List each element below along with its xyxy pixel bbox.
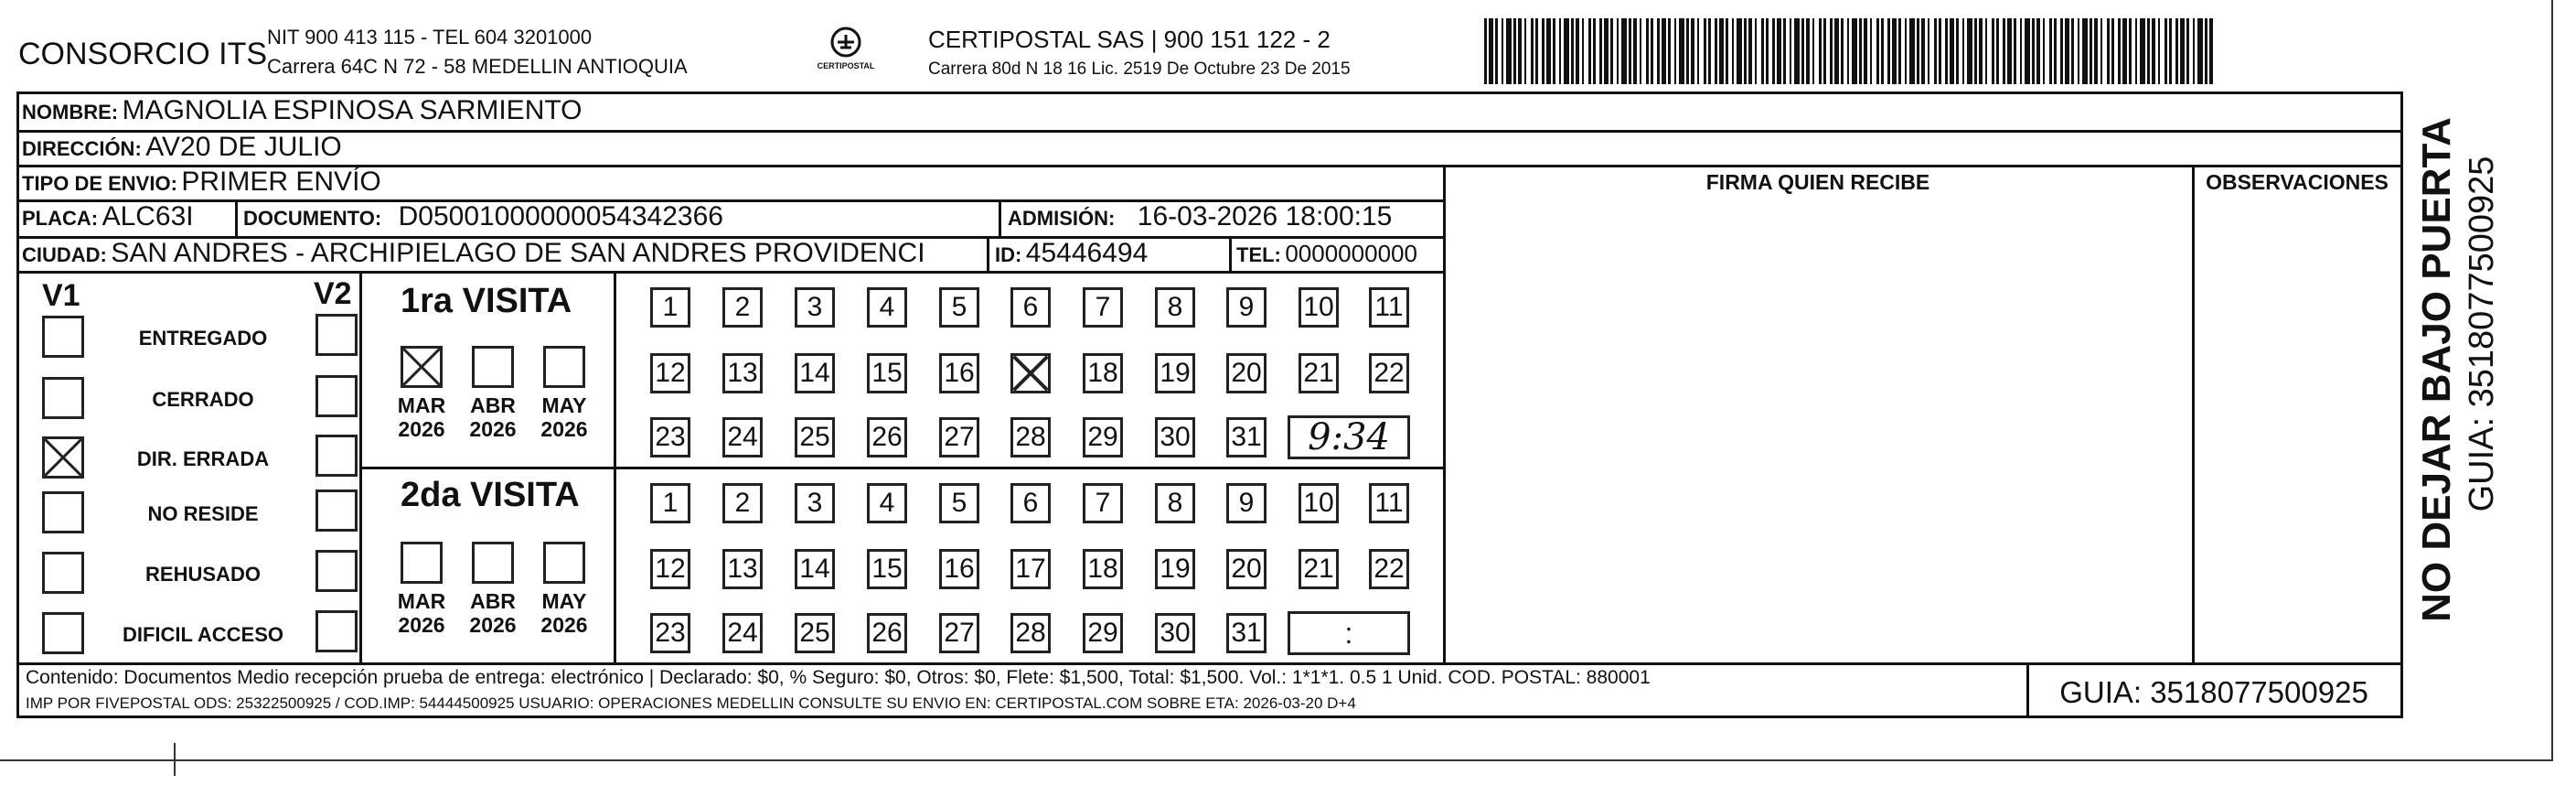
- visit1-month-checkbox-abr[interactable]: [472, 346, 514, 388]
- visit1-title: 1ra VISITA: [401, 282, 572, 320]
- visit1-day-12[interactable]: 12: [650, 353, 690, 393]
- visit1-month-label-abr: ABR 2026: [469, 393, 517, 442]
- status-label-5: REHUSADO: [145, 563, 261, 586]
- visit2-day-28[interactable]: 28: [1010, 613, 1051, 653]
- visit2-day-23[interactable]: 23: [650, 613, 690, 653]
- visit1-month-checkbox-mar[interactable]: [401, 346, 443, 388]
- visit2-month-checkbox-may[interactable]: [543, 542, 585, 584]
- v2-checkbox-5[interactable]: [315, 550, 358, 592]
- visit2-month-label-abr: ABR 2026: [469, 589, 517, 638]
- side-guide-container: [2462, 119, 2502, 549]
- visit2-day-15[interactable]: 15: [867, 549, 907, 589]
- ship-type-row: [22, 168, 381, 196]
- company-address: Carrera 64C N 72 - 58 MEDELLIN ANTIOQUIA: [267, 55, 688, 78]
- v2-checkbox-2[interactable]: [315, 375, 358, 417]
- visit1-month-label-mar: MAR 2026: [397, 393, 446, 442]
- visit2-day-19[interactable]: 19: [1155, 549, 1195, 589]
- tel-row: [1236, 242, 1417, 265]
- city: SAN ANDRES - ARCHIPIELAGO DE SAN ANDRES PROVIDENCI: [111, 238, 925, 268]
- visit1-day-13[interactable]: 13: [722, 353, 763, 393]
- recipient-address: AV20 DE JULIO: [145, 132, 342, 162]
- v2-checkbox-3[interactable]: [315, 435, 358, 477]
- visit2-day-20[interactable]: 20: [1226, 549, 1267, 589]
- nit-line: NIT 900 413 115 - TEL 604 3201000: [267, 26, 593, 48]
- visit1-day-5[interactable]: 5: [939, 287, 979, 328]
- visit1-day-9[interactable]: 9: [1226, 287, 1267, 328]
- visit1-day-4[interactable]: 4: [867, 287, 907, 328]
- v1-label: V1: [42, 278, 80, 313]
- scan-edge-right: [2551, 0, 2553, 761]
- visit1-day-1[interactable]: 1: [650, 287, 690, 328]
- visit1-day-20[interactable]: 20: [1226, 353, 1267, 393]
- v1-checkbox-4[interactable]: [42, 491, 84, 533]
- admission-date: 16-03-2026 18:00:15: [1137, 201, 1393, 231]
- company-name: CONSORCIO ITS: [18, 37, 268, 71]
- status-label-4: NO RESIDE: [147, 502, 259, 525]
- v2-label: V2: [314, 276, 352, 311]
- visit2-day-26[interactable]: 26: [867, 613, 907, 653]
- status-label-3: DIR. ERRADA: [136, 447, 270, 470]
- v1-checkbox-3[interactable]: [42, 436, 84, 479]
- visit1-day-27[interactable]: 27: [939, 417, 979, 457]
- name-row: [22, 97, 582, 124]
- tel-number: 0000000000: [1285, 240, 1417, 267]
- visit2-day-4[interactable]: 4: [867, 483, 907, 523]
- visit2-day-9[interactable]: 9: [1226, 483, 1267, 523]
- v1-checkbox-6[interactable]: [42, 612, 84, 654]
- visit1-day-11[interactable]: 11: [1369, 287, 1409, 328]
- plate: ALC63I: [102, 201, 194, 231]
- visit2-day-18[interactable]: 18: [1083, 549, 1123, 589]
- visit1-day-18[interactable]: 18: [1083, 353, 1123, 393]
- side-warning: NO DEJAR BAJO PUERTA: [2414, 117, 2459, 622]
- visit2-title: 2da VISITA: [401, 476, 580, 514]
- guide-box: GUIA: 3518077500925: [2059, 675, 2368, 709]
- content-line: Contenido: Documentos Medio recepción prueba de entrega: electrónico | Declarado: $0, % Seguro: $0, Otros: $0, Flete: $1,500, Total: $1,500. Vol.: 1*1*1. 0.5 1 Unid. COD. POSTAL: 880001: [26, 667, 1651, 688]
- status-label-2: CERRADO: [152, 388, 254, 411]
- carrier-logo: [809, 24, 882, 75]
- visit2-day-14[interactable]: 14: [795, 549, 835, 589]
- visit1-day-23[interactable]: 23: [650, 417, 690, 457]
- city-label: CIUDAD:: [22, 243, 107, 266]
- plate-label: PLACA:: [22, 207, 99, 230]
- visit2-day-25[interactable]: 25: [795, 613, 835, 653]
- visit1-day-15[interactable]: 15: [867, 353, 907, 393]
- visit2-day-24[interactable]: 24: [722, 613, 763, 653]
- visit1-day-2[interactable]: 2: [722, 287, 763, 328]
- visit2-day-16[interactable]: 16: [939, 549, 979, 589]
- id-number: 45446494: [1025, 238, 1149, 268]
- visit2-day-10[interactable]: 10: [1299, 483, 1339, 523]
- imp-line: IMP POR FIVEPOSTAL ODS: 25322500925 / COD.IMP: 54444500925 USUARIO: OPERACIONES MEDELLIN CONSULTE SU ENVIO EN: CERTIPOSTAL.COM SOBRE ETA: 2026-03-20 D+4: [26, 694, 1356, 712]
- visit2-month-checkbox-abr[interactable]: [472, 542, 514, 584]
- visit1-day-17[interactable]: [1010, 353, 1051, 393]
- visit1-day-3[interactable]: 3: [795, 287, 835, 328]
- visit1-day-14[interactable]: 14: [795, 353, 835, 393]
- visit2-month-label-mar: MAR 2026: [397, 589, 446, 638]
- visit1-day-25[interactable]: 25: [795, 417, 835, 457]
- visit2-day-22[interactable]: 22: [1369, 549, 1409, 589]
- visit2-day-3[interactable]: 3: [795, 483, 835, 523]
- scan-mark: [174, 743, 176, 776]
- side-warning-container: [2414, 108, 2460, 631]
- visit2-day-31[interactable]: 31: [1226, 613, 1267, 653]
- observations-header: OBSERVACIONES: [2206, 170, 2389, 194]
- visit1-day-22[interactable]: 22: [1369, 353, 1409, 393]
- signature-area[interactable]: [1446, 201, 2190, 661]
- v2-checkbox-1[interactable]: [315, 314, 358, 356]
- visit2-day-17[interactable]: 17: [1010, 549, 1051, 589]
- admission-row: [1008, 203, 1392, 231]
- visit1-day-30[interactable]: 30: [1155, 417, 1195, 457]
- visit2-day-7[interactable]: 7: [1083, 483, 1123, 523]
- v1-checkbox-2[interactable]: [42, 377, 84, 419]
- address-label: DIRECCIÓN:: [22, 137, 142, 160]
- visit2-day-27[interactable]: 27: [939, 613, 979, 653]
- visit2-month-checkbox-mar[interactable]: [401, 542, 443, 584]
- v1-checkbox-1[interactable]: [42, 316, 84, 358]
- visit2-day-12[interactable]: 12: [650, 549, 690, 589]
- visit1-day-21[interactable]: 21: [1299, 353, 1339, 393]
- scan-edge: [0, 759, 2551, 761]
- visit2-day-13[interactable]: 13: [722, 549, 763, 589]
- v2-checkbox-4[interactable]: [315, 490, 358, 532]
- barcode: [1484, 18, 2218, 84]
- visit2-day-21[interactable]: 21: [1299, 549, 1339, 589]
- signature-header: FIRMA QUIEN RECIBE: [1705, 170, 1930, 194]
- visit1-day-19[interactable]: 19: [1155, 353, 1195, 393]
- visit2-day-2[interactable]: 2: [722, 483, 763, 523]
- document-row: [243, 203, 723, 231]
- admission-label: ADMISIÓN:: [1008, 207, 1116, 230]
- visit1-month-label-may: MAY 2026: [540, 393, 588, 442]
- visit2-day-29[interactable]: 29: [1083, 613, 1123, 653]
- id-row: [995, 240, 1148, 267]
- visit2-day-1[interactable]: 1: [650, 483, 690, 523]
- address-row: [22, 134, 342, 161]
- carrier-address: Carrera 80d N 18 16 Lic. 2519 De Octubre 23 De 2015: [928, 59, 1351, 79]
- visit1-day-29[interactable]: 29: [1083, 417, 1123, 457]
- status-label-1: ENTREGADO: [138, 327, 268, 350]
- recipient-name: MAGNOLIA ESPINOSA SARMIENTO: [122, 95, 583, 125]
- visit1-day-28[interactable]: 28: [1010, 417, 1051, 457]
- visit2-day-6[interactable]: 6: [1010, 483, 1051, 523]
- visit1-day-6[interactable]: 6: [1010, 287, 1051, 328]
- visit1-day-16[interactable]: 16: [939, 353, 979, 393]
- visit2-month-label-may: MAY 2026: [540, 589, 588, 638]
- visit2-time-box[interactable]: :: [1288, 611, 1410, 655]
- visit1-day-7[interactable]: 7: [1083, 287, 1123, 328]
- id-label: ID:: [995, 243, 1022, 266]
- carrier-name: CERTIPOSTAL SAS | 900 151 122 - 2: [928, 26, 1331, 53]
- visit2-day-11[interactable]: 11: [1369, 483, 1409, 523]
- tel-label: TEL:: [1236, 243, 1281, 266]
- document-number: D05001000000054342366: [398, 201, 723, 231]
- ship-type: PRIMER ENVÍO: [181, 167, 381, 197]
- visit1-day-26[interactable]: 26: [867, 417, 907, 457]
- carrier-logo-text: CERTIPOSTAL: [817, 61, 875, 70]
- visit2-day-30[interactable]: 30: [1155, 613, 1195, 653]
- visit1-day-24[interactable]: 24: [722, 417, 763, 457]
- city-row: [22, 240, 925, 267]
- document-label: DOCUMENTO:: [243, 207, 382, 230]
- visit1-day-8[interactable]: 8: [1155, 287, 1195, 328]
- visit1-month-checkbox-may[interactable]: [543, 346, 585, 388]
- visit1-time-box[interactable]: 9:34: [1288, 415, 1410, 459]
- visit1-day-31[interactable]: 31: [1226, 417, 1267, 457]
- visit1-day-10[interactable]: 10: [1299, 287, 1339, 328]
- observations-area[interactable]: [2195, 201, 2399, 661]
- v1-checkbox-5[interactable]: [42, 552, 84, 594]
- ship-type-label: TIPO DE ENVIO:: [22, 172, 177, 195]
- v2-checkbox-6[interactable]: [315, 610, 358, 652]
- status-label-6: DIFICIL ACCESO: [122, 623, 283, 646]
- visit2-day-8[interactable]: 8: [1155, 483, 1195, 523]
- side-guide: GUIA: 3518077500925: [2463, 156, 2501, 512]
- plate-row: [22, 203, 194, 231]
- name-label: NOMBRE:: [22, 101, 119, 124]
- visit2-day-5[interactable]: 5: [939, 483, 979, 523]
